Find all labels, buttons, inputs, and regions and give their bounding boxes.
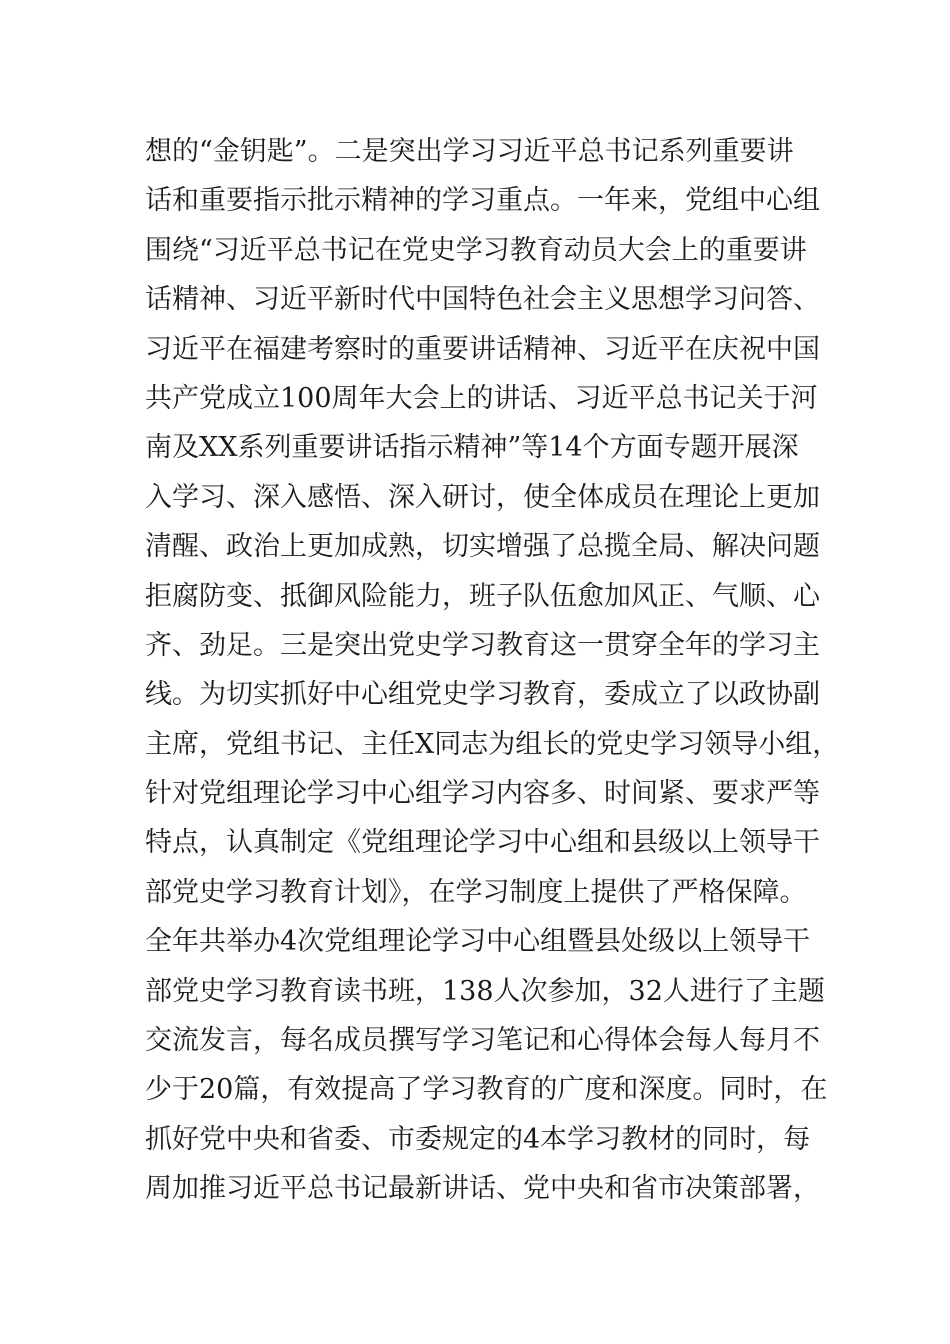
text-line: 想的“金钥匙”。二是突出学习习近平总书记系列重要讲 — [145, 136, 794, 167]
text-line: 南及XX系列重要讲话指示精神”等14个方面专题开展深 — [145, 432, 799, 464]
text-line: 共产党成立100周年大会上的讲话、习近平总书记关于河 — [145, 382, 818, 414]
text-line: 周加推习近平总书记最新讲话、党中央和省市决策部署， — [145, 1173, 820, 1205]
text-line: 针对党组理论学习中心组学习内容多、时间紧、要求严等 — [145, 778, 820, 810]
text-line: 入学习、深入感悟、深入研讨，使全体成员在理论上更加 — [145, 481, 820, 513]
text-line: 话和重要指示批示精神的学习重点。一年来，党组中心组 — [145, 185, 820, 217]
text-line: 线。为切实抓好中心组党史学习教育，委成立了以政协副 — [145, 679, 820, 711]
text-line: 齐、劲足。三是突出党史学习教育这一贯穿全年的学习主 — [145, 629, 820, 661]
body-text — [145, 127, 845, 1214]
text-line: 特点，认真制定《党组理论学习中心组和县级以上领导干 — [145, 827, 820, 859]
text-line: 交流发言，每名成员撰写学习笔记和心得体会每人每月不 — [145, 1025, 820, 1057]
text-line: 少于20篇，有效提高了学习教育的广度和深度。同时，在 — [145, 1074, 828, 1106]
text-line: 部党史学习教育读书班，138人次参加，32人进行了主题 — [145, 975, 825, 1007]
text-line: 习近平在福建考察时的重要讲话精神、习近平在庆祝中国 — [145, 333, 820, 365]
text-line: 部党史学习教育计划》，在学习制度上提供了严格保障。 — [145, 876, 807, 908]
text-line: 全年共举办4次党组理论学习中心组暨县处级以上领导干 — [145, 926, 811, 958]
text-line: 清醒、政治上更加成熟，切实增强了总揽全局、解决问题 — [145, 531, 820, 563]
text-line: 话精神、习近平新时代中国特色社会主义思想学习问答、 — [145, 284, 820, 316]
text-line: 抓好党中央和省委、市委规定的4本学习教材的同时，每 — [145, 1123, 811, 1155]
text-line: 拒腐防变、抵御风险能力，班子队伍愈加风正、气顺、心 — [145, 580, 820, 612]
text-line: 主席，党组书记、主任X同志为组长的党史学习领导小组， — [145, 728, 840, 760]
text-line: 围绕“习近平总书记在党史学习教育动员大会上的重要讲 — [145, 234, 807, 266]
